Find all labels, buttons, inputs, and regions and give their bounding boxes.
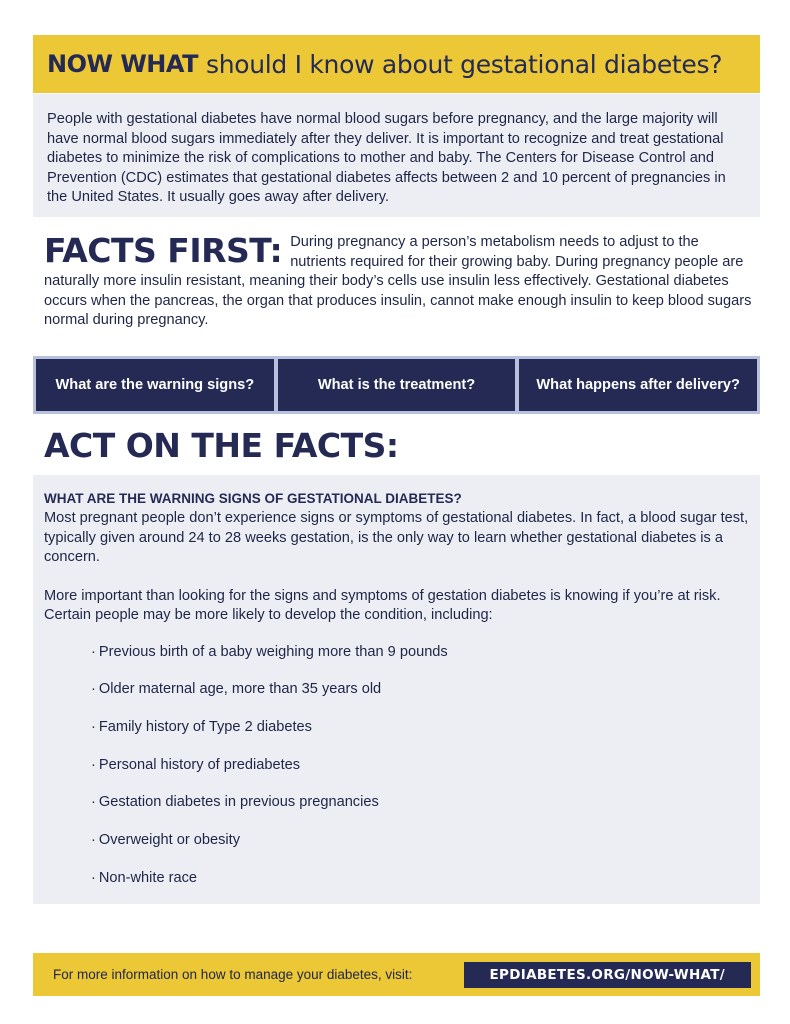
risk-factor-item: · Personal history of prediabetes: [91, 756, 749, 794]
warning-signs-heading: WHAT ARE THE WARNING SIGNS OF GESTATIONAL DIABETES?: [44, 491, 462, 506]
tab-after-delivery[interactable]: What happens after delivery?: [519, 359, 757, 411]
brand-title: NOW WHAT: [47, 50, 198, 78]
facts-first-title: FACTS FIRST:: [44, 231, 283, 270]
intro-text: People with gestational diabetes have normal blood sugars before pregnancy, and the large majority will have normal blood sugars immediately after they deliver. It is important to recognize and treat gestational diabetes to minimize the risk of complications to mother and baby. The Centers for Disease Control and Prevention (CDC) estimates that gestational diabetes affects between 2 and 10 percent of pregnancies in the United States. It usually goes away after delivery.: [47, 111, 726, 205]
warning-signs-panel: [33, 475, 760, 904]
act-on-facts-title: ACT ON THE FACTS:: [44, 426, 399, 465]
risk-factor-item: · Non-white race: [91, 869, 749, 907]
warning-paragraph-1: Most pregnant people don’t experience signs or symptoms of gestational diabetes. In fact, a blood sugar test, typically given around 24 to 28 weeks gestation, is the only way to learn whether gestational diabetes is a concern.: [44, 510, 749, 565]
risk-factor-item: · Gestation diabetes in previous pregnancies: [91, 793, 749, 831]
page-header: [33, 35, 760, 93]
risk-factor-item: · Overweight or obesity: [91, 831, 749, 869]
risk-factor-list: [91, 643, 749, 907]
risk-factor-item: · Family history of Type 2 diabetes: [91, 718, 749, 756]
footer-note: For more information on how to manage your diabetes, visit:: [53, 967, 413, 982]
warning-paragraph-2: More important than looking for the signs and symptoms of gestation diabetes is knowing if you’re at risk. Certain people may be more likely to develop the condition, including:: [44, 587, 721, 623]
tab-warning-signs[interactable]: What are the warning signs?: [36, 359, 274, 411]
header-question: should I know about gestational diabetes?: [205, 49, 723, 79]
intro-box: [33, 94, 760, 217]
tab-treatment[interactable]: What is the treatment?: [278, 359, 516, 411]
risk-factor-item: · Previous birth of a baby weighing more than 9 pounds: [91, 643, 749, 681]
facts-first-section: [44, 233, 754, 331]
topic-tabs: [33, 356, 760, 414]
page-footer: [33, 953, 760, 996]
website-link[interactable]: EPDIABETES.ORG/NOW-WHAT/: [464, 962, 751, 988]
risk-factor-item: · Older maternal age, more than 35 years old: [91, 680, 749, 718]
facts-first-text: During pregnancy a person’s metabolism needs to adjust to the nutrients required for their growing baby. During pregnancy people are naturally more insulin resistant, meaning their body’s cells use insulin less effectively. Gestational diabetes occurs when the pancreas, the organ that produces insulin, cannot make enough insulin to keep blood sugars normal during pregnancy.: [44, 234, 752, 328]
